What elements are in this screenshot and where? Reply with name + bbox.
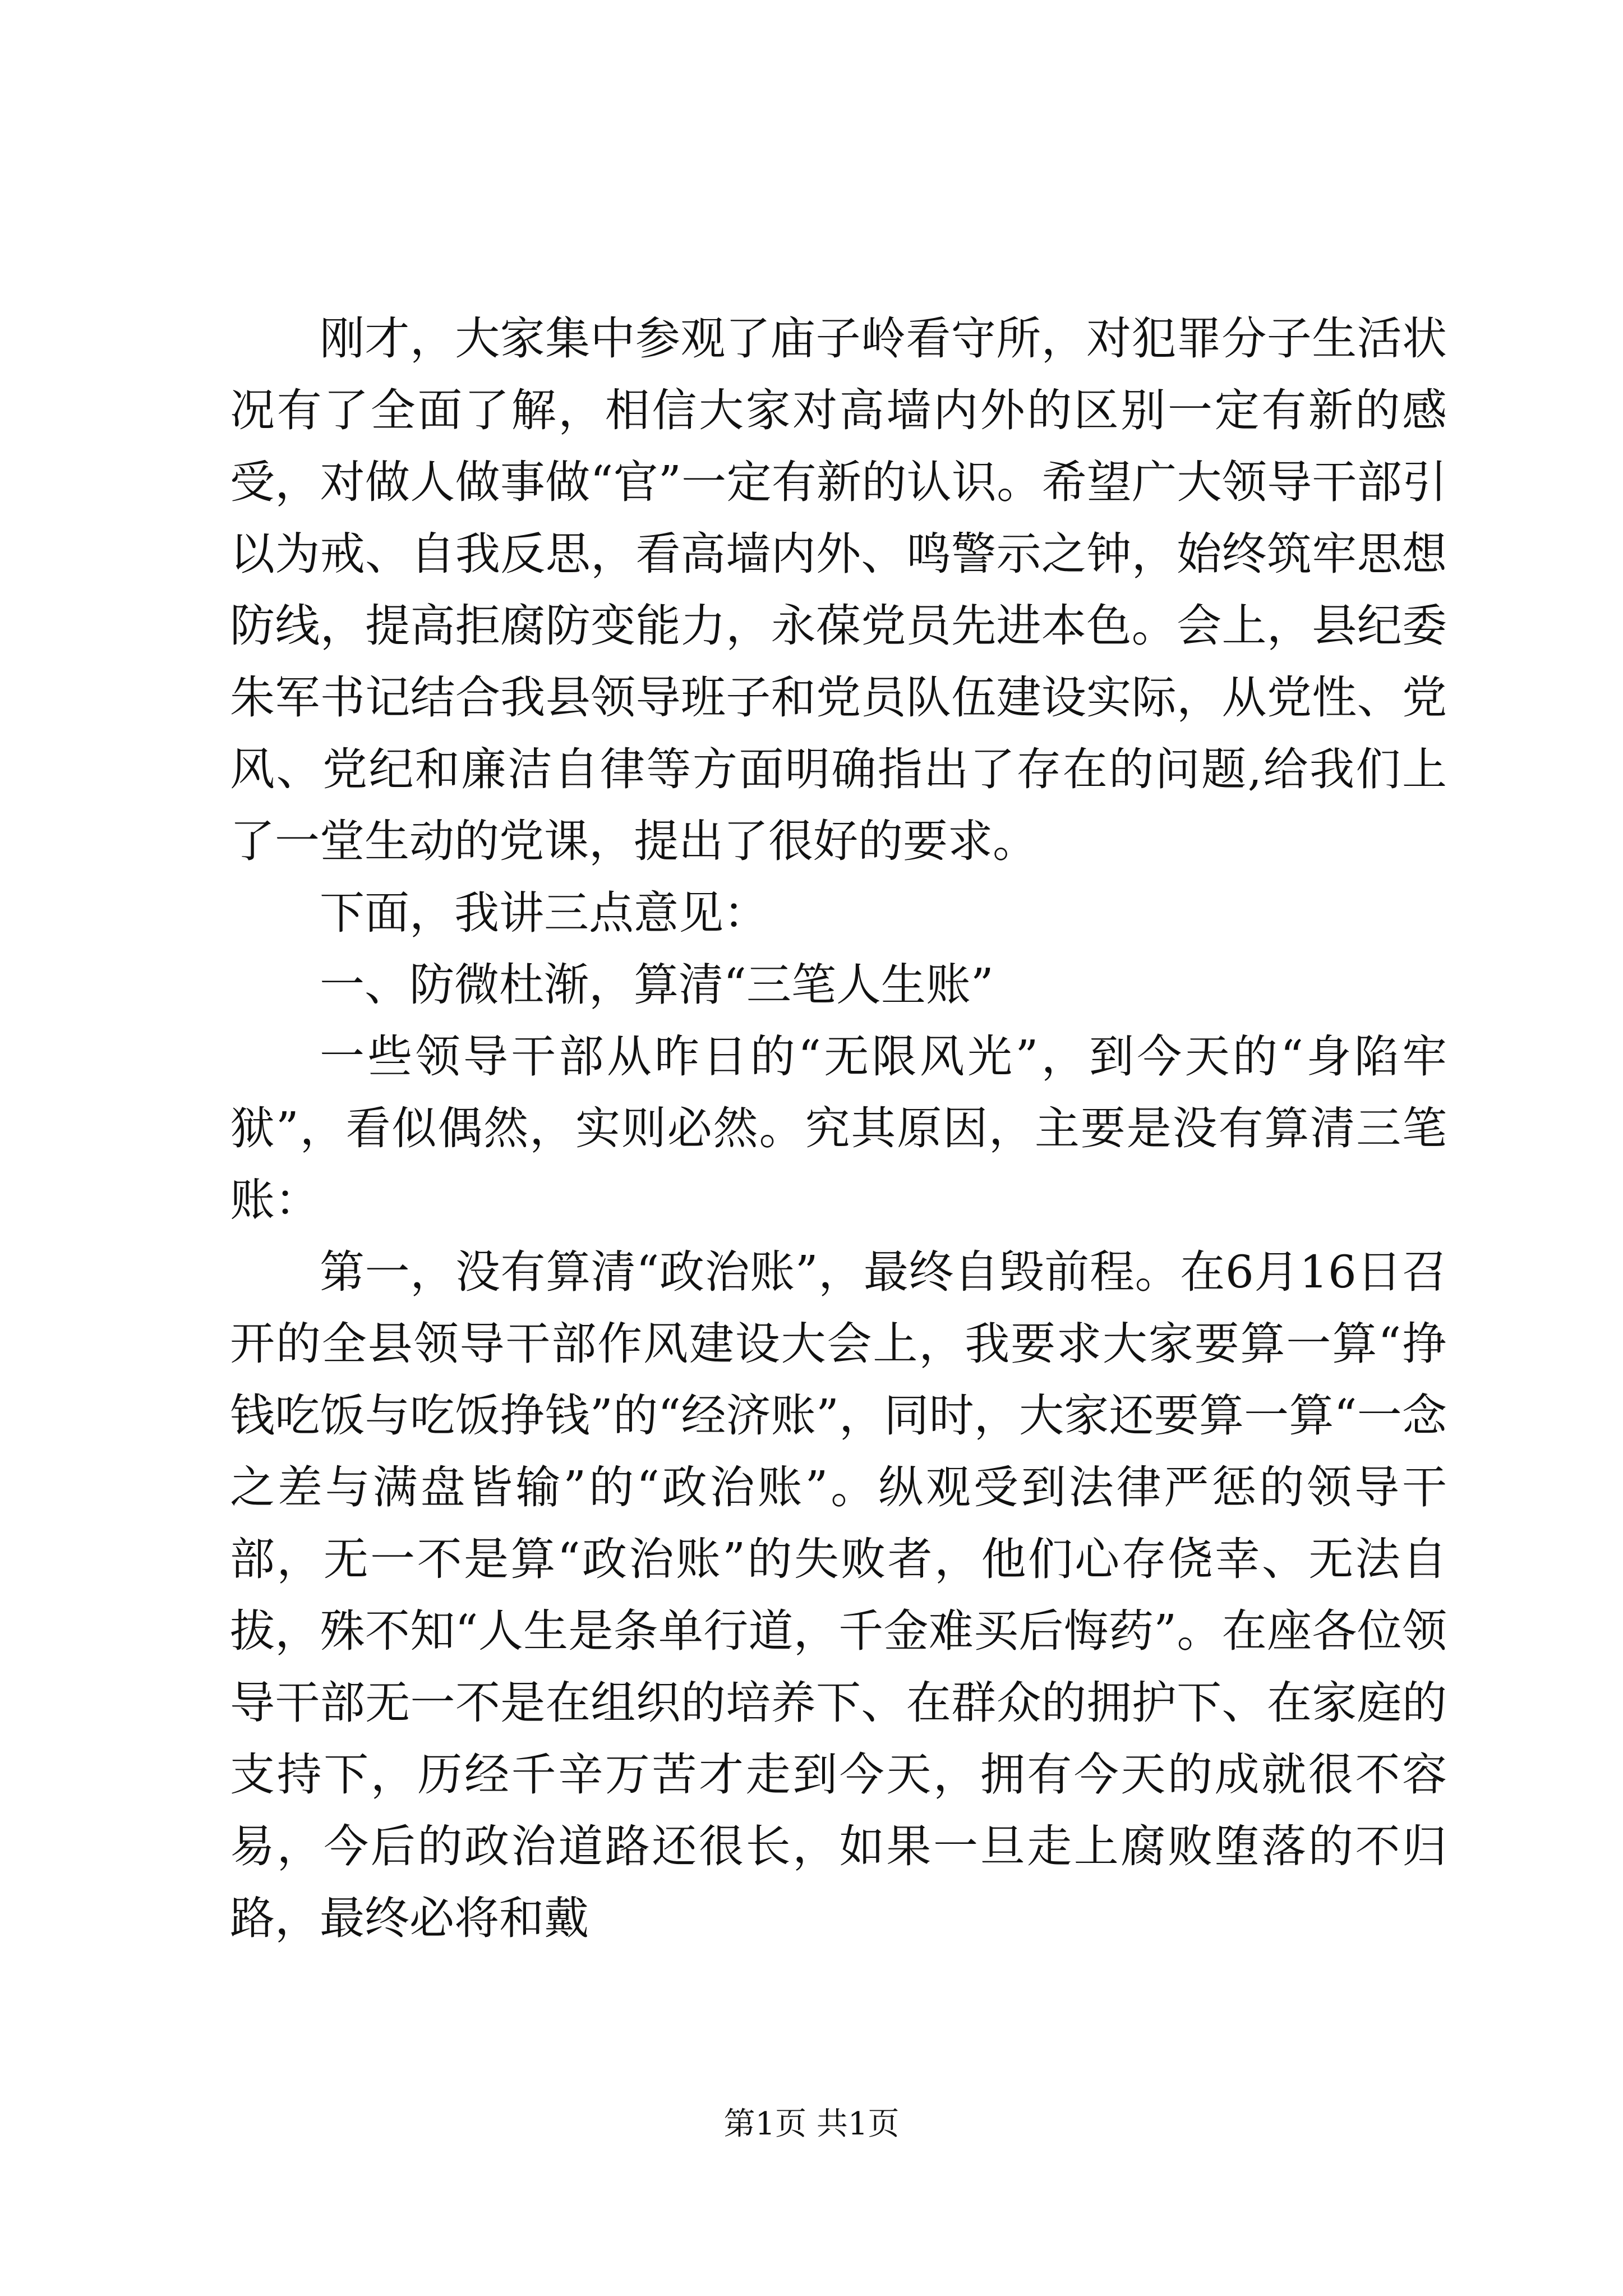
document-body [230,303,1447,1954]
paragraph-transition: 下面，我讲三点意见： [320,887,768,939]
page-number-footer: 第1页 共1页 [723,2106,900,2142]
paragraph-intro: 刚才，大家集中参观了庙子岭看守所，对犯罪分子生活状况有了全面了解，相信大家对高墙内外的区别一定有新的感受，对做人做事做“官”一定有新的认识。希望广大领导干部引以为戒、自我反思，看高墙内外、鸣警示之钟，始终筑牢思想防线，提高拒腐防变能力，永葆党员先进本色。会上，县纪委朱军书记结合我县领导班子和党员队伍建设实际，从党性、党风、党纪和廉洁自律等方面明确指出了存在的问题,给我们上了一堂生动的党课，提出了很好的要求。 [230,312,1447,867]
section-heading-1: 一、防微杜渐，算清“三笔人生账” [320,959,994,1011]
paragraph-political-account: 第一，没有算清“政治账”，最终自毁前程。在6月16日召开的全县领导干部作风建设大会上，我要求大家要算一算“挣钱吃饭与吃饭挣钱”的“经济账”，同时，大家还要算一算“一念之差与满盘皆输”的“政治账”。纵观受到法律严惩的领导干部，无一不是算“政治账”的失败者，他们心存侥幸、无法自拔，殊不知“人生是条单行道，千金难买后悔药”。在座各位领导干部无一不是在组织的培养下、在群众的拥护下、在家庭的支持下，历经千辛万苦才走到今天，拥有今天的成就很不容易，今后的政治道路还很长，如果一旦走上腐败堕落的不归路，最终必将和戴 [230,1246,1447,1944]
paragraph-overview: 一些领导干部从昨日的“无限风光”，到今天的“身陷牢狱”，看似偶然，实则必然。究其原因，主要是没有算清三笔账： [230,1030,1447,1226]
